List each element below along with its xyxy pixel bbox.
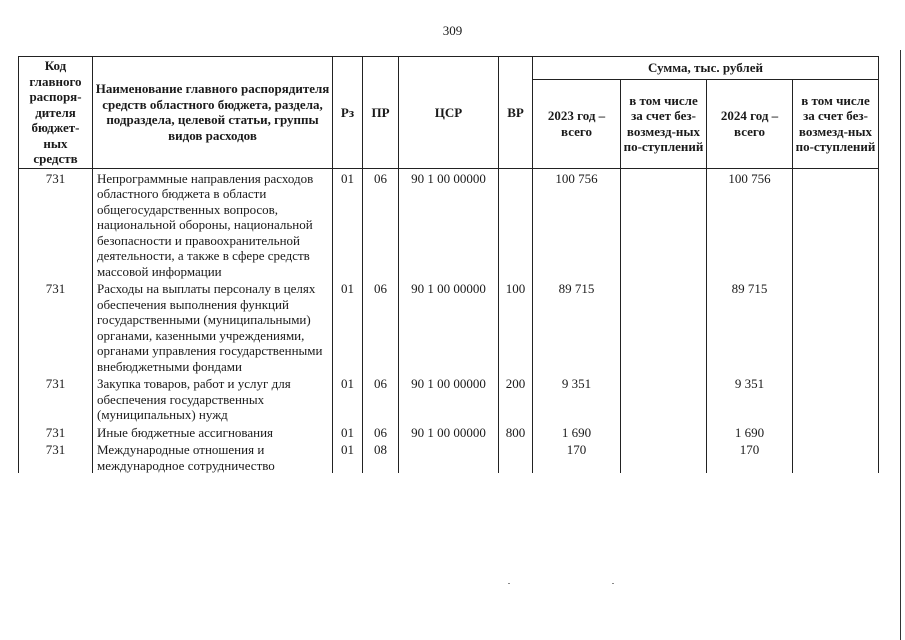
cell-name: Международные отношения и международное сотрудничество	[93, 440, 333, 473]
cell-vr: 200	[499, 374, 533, 423]
cell-2023-free	[621, 423, 707, 441]
cell-2024-free	[793, 423, 879, 441]
cell-rz: 01	[333, 168, 363, 279]
col-header-2024-total: 2024 год – всего	[707, 80, 793, 169]
cell-rz: 01	[333, 440, 363, 473]
cell-code: 731	[19, 279, 93, 374]
cell-vr	[499, 168, 533, 279]
cell-pr: 08	[363, 440, 399, 473]
cell-csr: 90 1 00 00000	[399, 374, 499, 423]
cell-name: Иные бюджетные ассигнования	[93, 423, 333, 441]
col-header-code: Код главного распоря-дителя бюджет-ных средств	[19, 57, 93, 169]
cell-2023-total: 1 690	[533, 423, 621, 441]
cell-code: 731	[19, 168, 93, 279]
cell-2024-total: 9 351	[707, 374, 793, 423]
cell-2024-total: 170	[707, 440, 793, 473]
cell-csr: 90 1 00 00000	[399, 423, 499, 441]
cell-2024-free	[793, 374, 879, 423]
budget-table	[18, 56, 879, 473]
col-header-2024-free: в том числе за счет без-возмезд-ных по-ступлений	[793, 80, 879, 169]
col-header-2023-total: 2023 год – всего	[533, 80, 621, 169]
cell-2023-free	[621, 168, 707, 279]
cell-rz: 01	[333, 374, 363, 423]
cell-2023-free	[621, 440, 707, 473]
col-header-vr: ВР	[499, 57, 533, 169]
page-frame-line	[900, 50, 901, 640]
cell-code: 731	[19, 423, 93, 441]
cell-2024-total: 1 690	[707, 423, 793, 441]
cell-2023-free	[621, 374, 707, 423]
col-header-rz: Рз	[333, 57, 363, 169]
table-row	[19, 168, 879, 279]
cell-2023-total: 9 351	[533, 374, 621, 423]
table-row	[19, 374, 879, 423]
col-header-name: Наименование главного распорядителя средств областного бюджета, раздела, подраздела, целевой статьи, группы видов расходов	[93, 57, 333, 169]
table-row	[19, 423, 879, 441]
cell-2024-free	[793, 168, 879, 279]
cell-pr: 06	[363, 168, 399, 279]
cell-2024-free	[793, 279, 879, 374]
cell-vr: 800	[499, 423, 533, 441]
col-header-sum: Сумма, тыс. рублей	[533, 57, 879, 80]
col-header-csr: ЦСР	[399, 57, 499, 169]
header-row-top	[19, 57, 879, 80]
cell-2023-total: 89 715	[533, 279, 621, 374]
col-header-2023-free: в том числе за счет без-возмезд-ных по-ступлений	[621, 80, 707, 169]
cell-2023-free	[621, 279, 707, 374]
cell-2024-total: 89 715	[707, 279, 793, 374]
cell-pr: 06	[363, 374, 399, 423]
cell-2024-total: 100 756	[707, 168, 793, 279]
cell-code: 731	[19, 440, 93, 473]
cell-vr	[499, 440, 533, 473]
cell-csr: 90 1 00 00000	[399, 279, 499, 374]
scan-speck	[612, 583, 614, 584]
cell-name: Закупка товаров, работ и услуг для обеспечения государственных (муниципальных) нужд	[93, 374, 333, 423]
cell-2023-total: 170	[533, 440, 621, 473]
col-header-pr: ПР	[363, 57, 399, 169]
cell-code: 731	[19, 374, 93, 423]
cell-2024-free	[793, 440, 879, 473]
cell-name: Непрограммные направления расходов областного бюджета в области общегосударственных вопросов, национальной обороны, национальной безопасности и правоохранительной деятельности, а также в сфере средств массовой информации	[93, 168, 333, 279]
cell-pr: 06	[363, 423, 399, 441]
table-row	[19, 279, 879, 374]
cell-csr	[399, 440, 499, 473]
cell-csr: 90 1 00 00000	[399, 168, 499, 279]
cell-name: Расходы на выплаты персоналу в целях обеспечения выполнения функций государственными (муниципальными) органами, казенными учреждениями, органами управления государственными внебюджетными фондами	[93, 279, 333, 374]
cell-pr: 06	[363, 279, 399, 374]
table-row	[19, 440, 879, 473]
page-number: 309	[442, 23, 463, 38]
cell-rz: 01	[333, 279, 363, 374]
cell-vr: 100	[499, 279, 533, 374]
cell-2023-total: 100 756	[533, 168, 621, 279]
cell-rz: 01	[333, 423, 363, 441]
scan-speck	[508, 583, 510, 584]
